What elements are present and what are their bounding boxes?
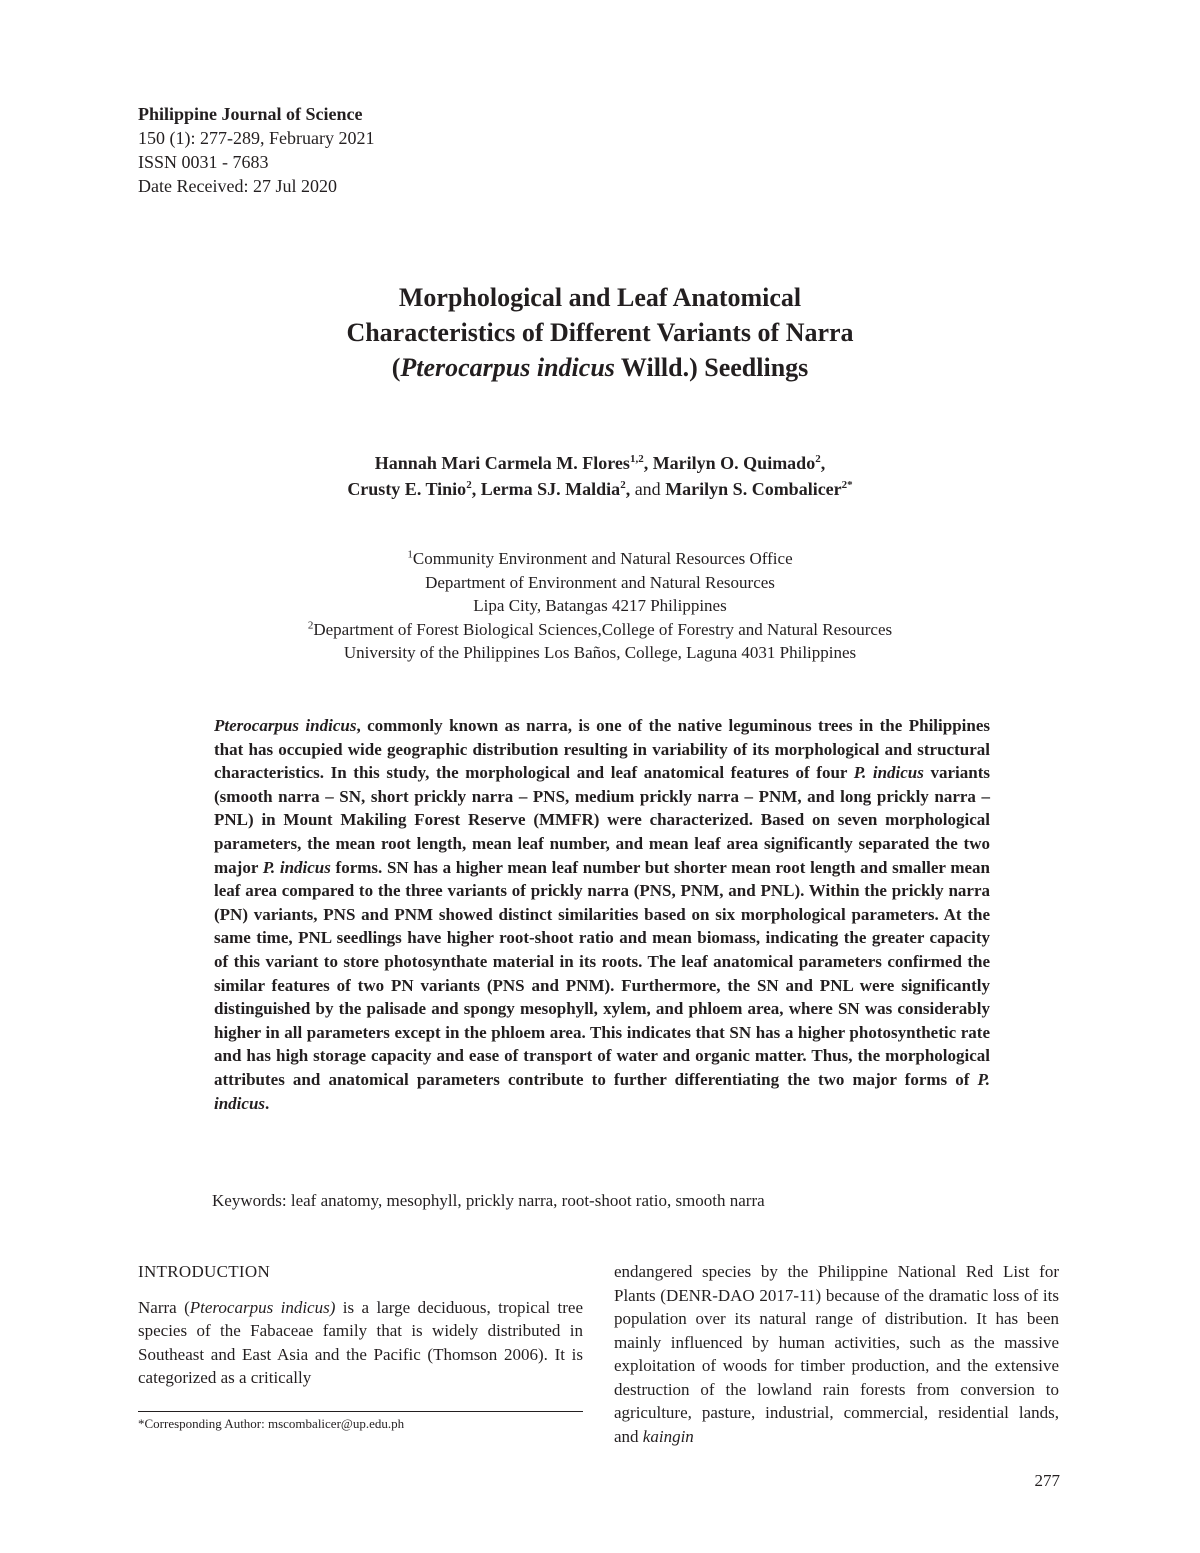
abstract-species-abbrev-1: P. indicus [853,763,924,783]
journal-header [138,102,374,198]
issn: ISSN 0031 - 7683 [138,152,269,172]
affiliation-2-line-1 [150,618,1050,642]
author-2: Marilyn O. Quimado [652,453,816,473]
intro-paragraph [138,1296,583,1390]
affiliation-1-line-3: Lipa City, Batangas 4217 Philippines [473,596,727,615]
author-4: Lerma SJ. Maldia [480,479,621,499]
page-number: 277 [1034,1471,1060,1490]
right-column-text: endangered species by the Philippine National Red List for Plants (DENR-DAO 2017-11) because of the dramatic loss of its population over its natural range of distribution. It has been mainly influenced by human activities, such as the massive exploitation of woods for timber production, and the extensive destruction of the lowland rain forests from conversion to agriculture, pasture, industrial, commercial, residential lands, and [614,1262,1059,1446]
abstract-species-abbrev-2: P. indicus [262,857,331,877]
author-4-affil: 2 [620,479,626,491]
author-5-affil: 2* [841,479,853,491]
left-column [138,1260,583,1390]
title-rest: Willd.) Seedlings [614,353,809,382]
author-line-2: Crusty E. Tinio$^2$, Lerma SJ. Maldia$^2$, and Marilyn S. Combalicer$^{2*}$ [347,479,853,499]
abstract-text-2: variants (smooth narra – SN, short prickly narra – PNS, medium prickly narra – PNM, and long prickly narra – PNL) in Mount Makiling Forest Reserve (MMFR) were characterized. Based on seven morphological parameters, the mean root length, mean leaf number, and mean leaf area significantly separated the two major [214,763,991,877]
title-line-3 [150,350,1050,385]
intro-species: Pterocarpus indicus) [189,1297,336,1317]
title-line-1: Morphological and Leaf Anatomical [398,283,802,312]
paper-title [150,280,1050,385]
affiliation-1-mark: 1 [407,548,413,561]
right-column [614,1260,1059,1448]
keywords: Keywords: leaf anatomy, mesophyll, prickly narra, root-shoot ratio, smooth narra [212,1191,765,1210]
intro-text-1: Narra ( [138,1297,190,1317]
author-2-affil: 2 [815,453,821,465]
title-paren: ( [391,353,401,382]
author-1-affil: 1,2 [629,453,644,465]
volume-line: 150 (1): 277-289, February 2021 [138,128,375,148]
abstract-species: Pterocarpus indicus [214,716,357,735]
corresponding-author-footnote: *Corresponding Author: mscombalicer@up.edu.ph [138,1416,405,1431]
affiliation-1-line-1 [150,547,1050,571]
author-and: and [634,479,661,499]
abstract-species-abbrev-3: P. indicus [214,1069,990,1113]
affiliation-2-department: Department of Forest Biological Sciences,College of Forestry and Natural Resources [313,619,893,639]
author-1: Hannah Mari Carmela M. Flores [374,453,630,473]
intro-text-2: is a large deciduous, tropical tree species of the Fabaceae family that is widely distributed in Southeast and East Asia and the Pacific (Thomson 2006). It is categorized as a critically [138,1297,583,1387]
affiliation-2-line-2: University of the Philippines Los Baños, College, Laguna 4031 Philippines [343,643,857,662]
date-received: Date Received: 27 Jul 2020 [138,176,337,196]
abstract-text-end: . [265,1093,270,1113]
intro-heading: INTRODUCTION [138,1262,271,1281]
affiliation-2-mark: 2 [307,618,314,631]
journal-name: Philippine Journal of Science [138,104,363,124]
abstract-text-1: , commonly known as narra, is one of the native leguminous trees in the Philippines that has occupied wide geographic distribution resulting in variability of its morphological and structural characteristics. In this study, the morphological and leaf anatomical features of four [214,716,990,783]
author-3: Crusty E. Tinio [347,479,467,499]
author-line-1: Hannah Mari Carmela M. Flores$^{1,2}$, Marilyn O. Quimado$^2$, [374,453,826,473]
right-column-italic: kaingin [642,1426,694,1446]
author-5: Marilyn S. Combalicer [665,479,842,499]
affiliations [150,547,1050,665]
affiliation-1-office: Community Environment and Natural Resources Office [412,549,793,568]
affiliation-1-line-2: Department of Environment and Natural Resources [425,572,775,592]
footnote-rule [138,1411,583,1412]
abstract [214,714,990,1115]
title-line-2: Characteristics of Different Variants of Narra [346,318,854,347]
title-species: Pterocarpus indicus [400,353,615,382]
abstract-text-3: forms. SN has a higher mean leaf number but shorter mean root length and smaller mean leaf area compared to the three variants of prickly narra (PNS, PNM, and PNL). Within the prickly narra (PN) variants, PNS and PNM showed distinct similarities based on six morphological parameters. At the same time, PNL seedlings have higher root-shoot ratio and mean biomass, indicating the greater capacity of this variant to store photosynthate material in its roots. The leaf anatomical parameters confirmed the similar features of two PN variants (PNS and PNM). Furthermore, the SN and PNL were significantly distinguished by the palisade and spongy mesophyll, xylem, and phloem area, where SN was considerably higher in all parameters except in the phloem area. This indicates that SN has a higher photosynthetic rate and has high storage capacity and ease of transport of water and organic matter. Thus, the morphological attributes and anatomical parameters contribute to further differentiating the two major forms of [214,857,990,1089]
author-list [150,450,1050,502]
author-3-affil: 2 [466,479,472,491]
